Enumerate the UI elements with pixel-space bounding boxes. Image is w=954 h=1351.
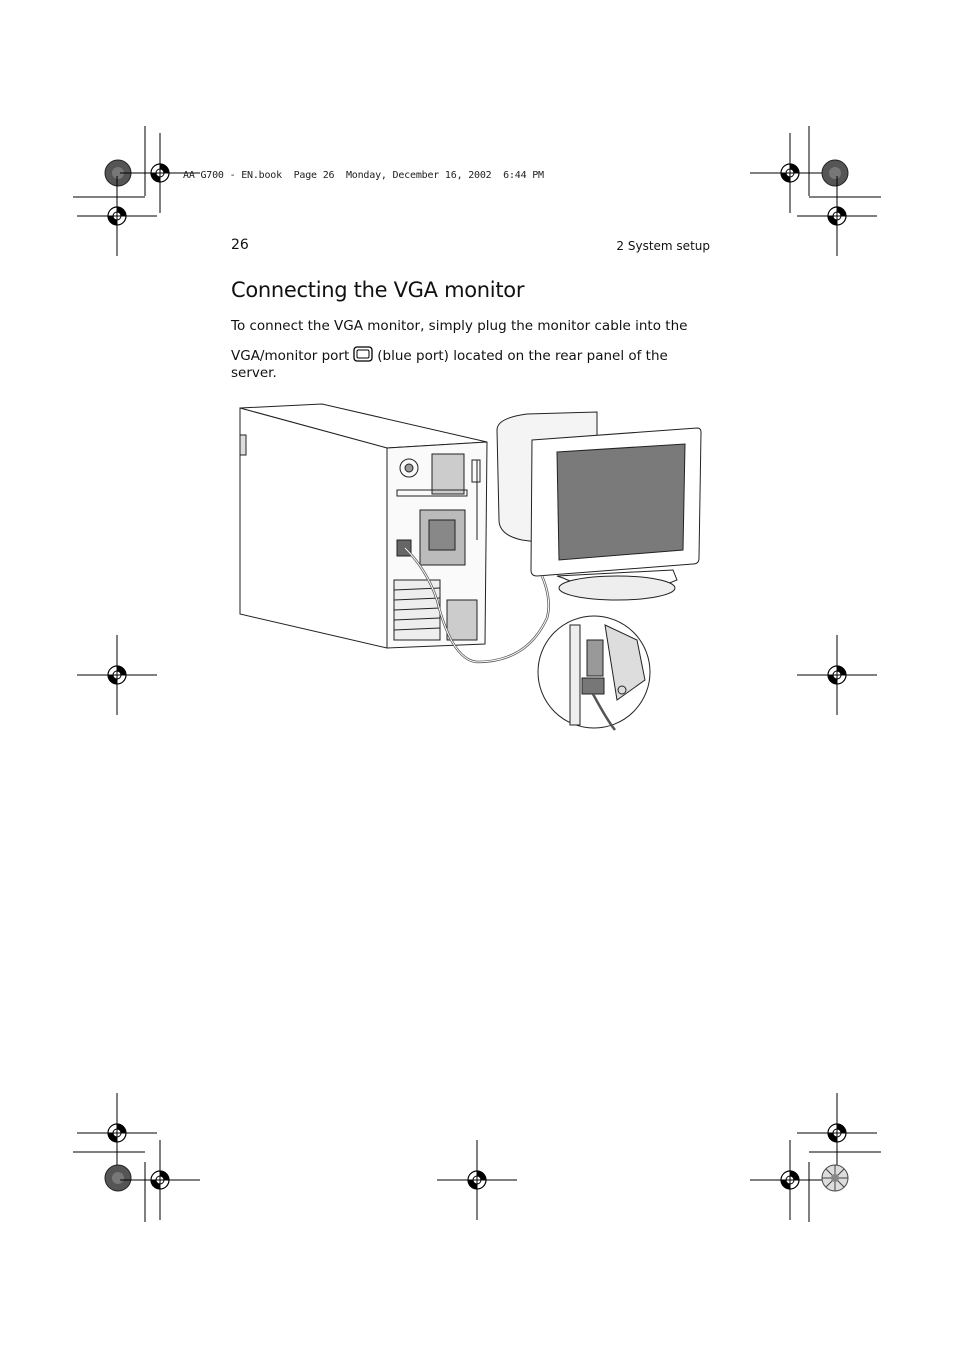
registration-mark-icon — [77, 635, 157, 715]
registration-mark-icon — [797, 635, 877, 715]
registration-mark-icon — [437, 1140, 517, 1220]
instruction-paragraph — [231, 318, 711, 382]
color-bar-icon — [822, 160, 848, 186]
registration-mark-icon — [750, 133, 830, 213]
color-bar-icon — [105, 1165, 131, 1191]
vga-port-icon — [353, 346, 373, 362]
running-header: 2 System setup — [616, 239, 710, 253]
page-number: 26 — [231, 237, 249, 253]
paragraph-line: server. — [231, 365, 277, 381]
section-title: Connecting the VGA monitor — [231, 278, 525, 302]
color-bar-icon — [822, 1165, 848, 1191]
print-slug: AA G700 - EN.book Page 26 Monday, December 16, 2002 6:44 PM — [183, 170, 544, 181]
registration-mark-icon — [797, 1093, 877, 1173]
port-detail-magnifier-icon — [538, 616, 650, 730]
paragraph-line: VGA/monitor port — [231, 348, 350, 364]
paragraph-line: (blue port) located on the rear panel of the — [377, 348, 668, 364]
vga-connection-illustration — [237, 400, 707, 735]
server-tower-icon — [240, 404, 487, 648]
registration-mark-icon — [77, 1093, 157, 1173]
paragraph-line: To connect the VGA monitor, simply plug the monitor cable into the — [231, 318, 688, 334]
crt-monitor-icon — [497, 412, 701, 600]
